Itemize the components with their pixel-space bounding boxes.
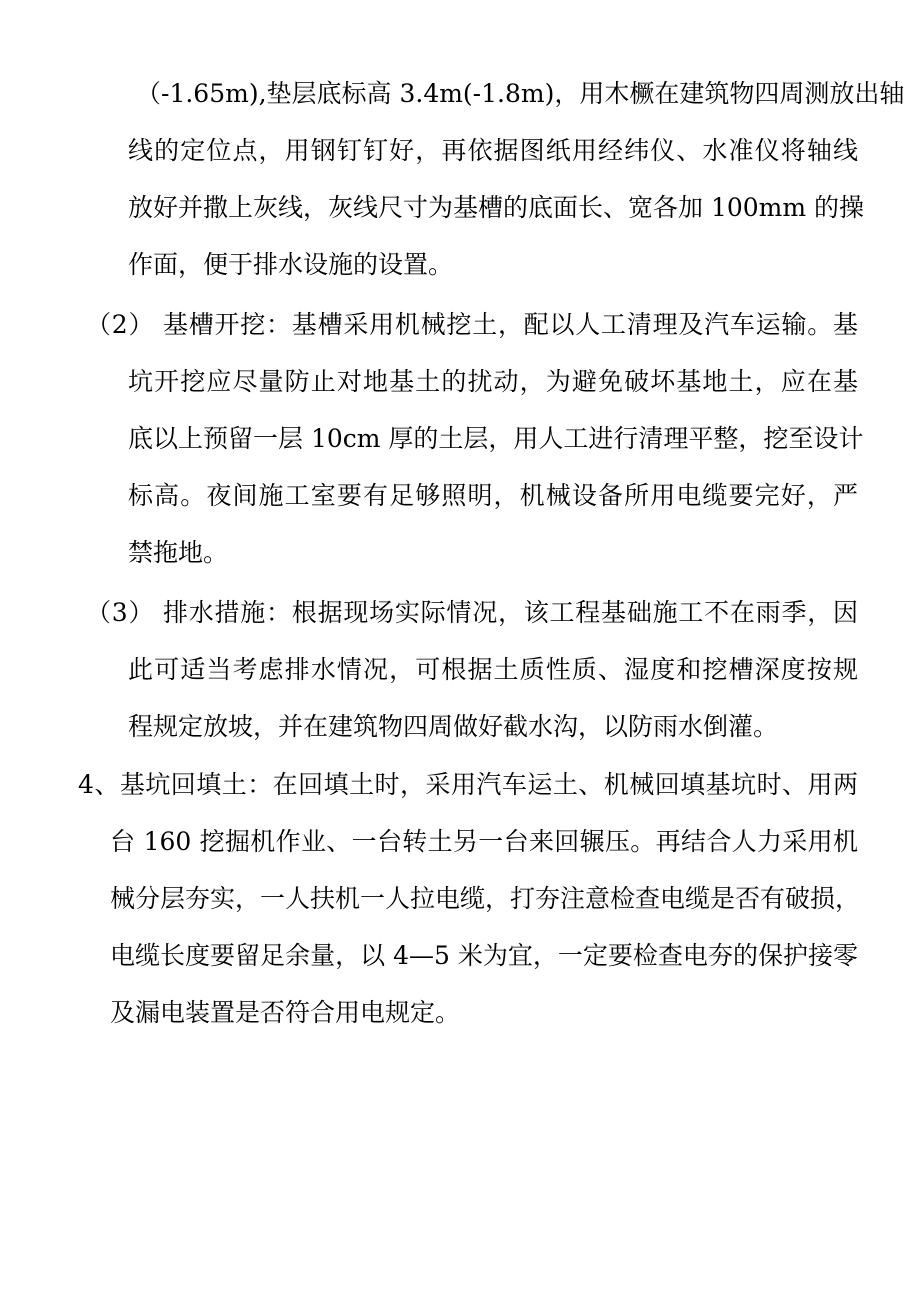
text-line: （-1.65m),垫层底标高 3.4m(-1.8m)，用木橛在建筑物四周测放出轴 [136, 79, 905, 108]
text-line: 底以上预留一层 10cm 厚的土层，用人工进行清理平整，挖至设计 [128, 424, 864, 453]
section-heading-line: 4、基坑回填土：在回填土时，采用汽车运土、机械回填基坑时、用两 [78, 770, 858, 799]
text-line: 禁拖地。 [128, 538, 229, 567]
text-line: 放好并撒上灰线，灰线尺寸为基槽的底面长、宽各加 100mm 的操 [128, 193, 865, 222]
list-item-heading-line: （3） 排水措施：根据现场实际情况，该工程基础施工不在雨季，因 [86, 598, 858, 627]
text-line: 电缆长度要留足余量，以 4—5 米为宜，一定要检查电夯的保护接零 [110, 941, 858, 970]
text-line: 标高。夜间施工室要有足够照明，机械设备所用电缆要完好，严 [128, 481, 858, 510]
text-line: 此可适当考虑排水情况，可根据土质性质、湿度和挖槽深度按规 [128, 655, 858, 684]
text-line: 线的定位点，用钢钉钉好，再依据图纸用经纬仪、水准仪将轴线 [128, 136, 858, 165]
text-line: 台 160 挖掘机作业、一台转土另一台来回辗压。再结合人力采用机 [110, 827, 858, 856]
text-line: 坑开挖应尽量防止对地基土的扰动，为避免破坏基地土，应在基 [128, 367, 858, 396]
text-line: 程规定放坡，并在建筑物四周做好截水沟，以防雨水倒灌。 [128, 712, 779, 741]
list-item-heading-line: （2） 基槽开挖：基槽采用机械挖土，配以人工清理及汽车运输。基 [86, 310, 858, 339]
text-line: 及漏电装置是否符合用电规定。 [110, 998, 461, 1027]
text-line: 作面，便于排水设施的设置。 [128, 250, 454, 279]
text-line: 械分层夯实，一人扶机一人拉电缆，打夯注意检查电缆是否有破损， [110, 884, 861, 913]
